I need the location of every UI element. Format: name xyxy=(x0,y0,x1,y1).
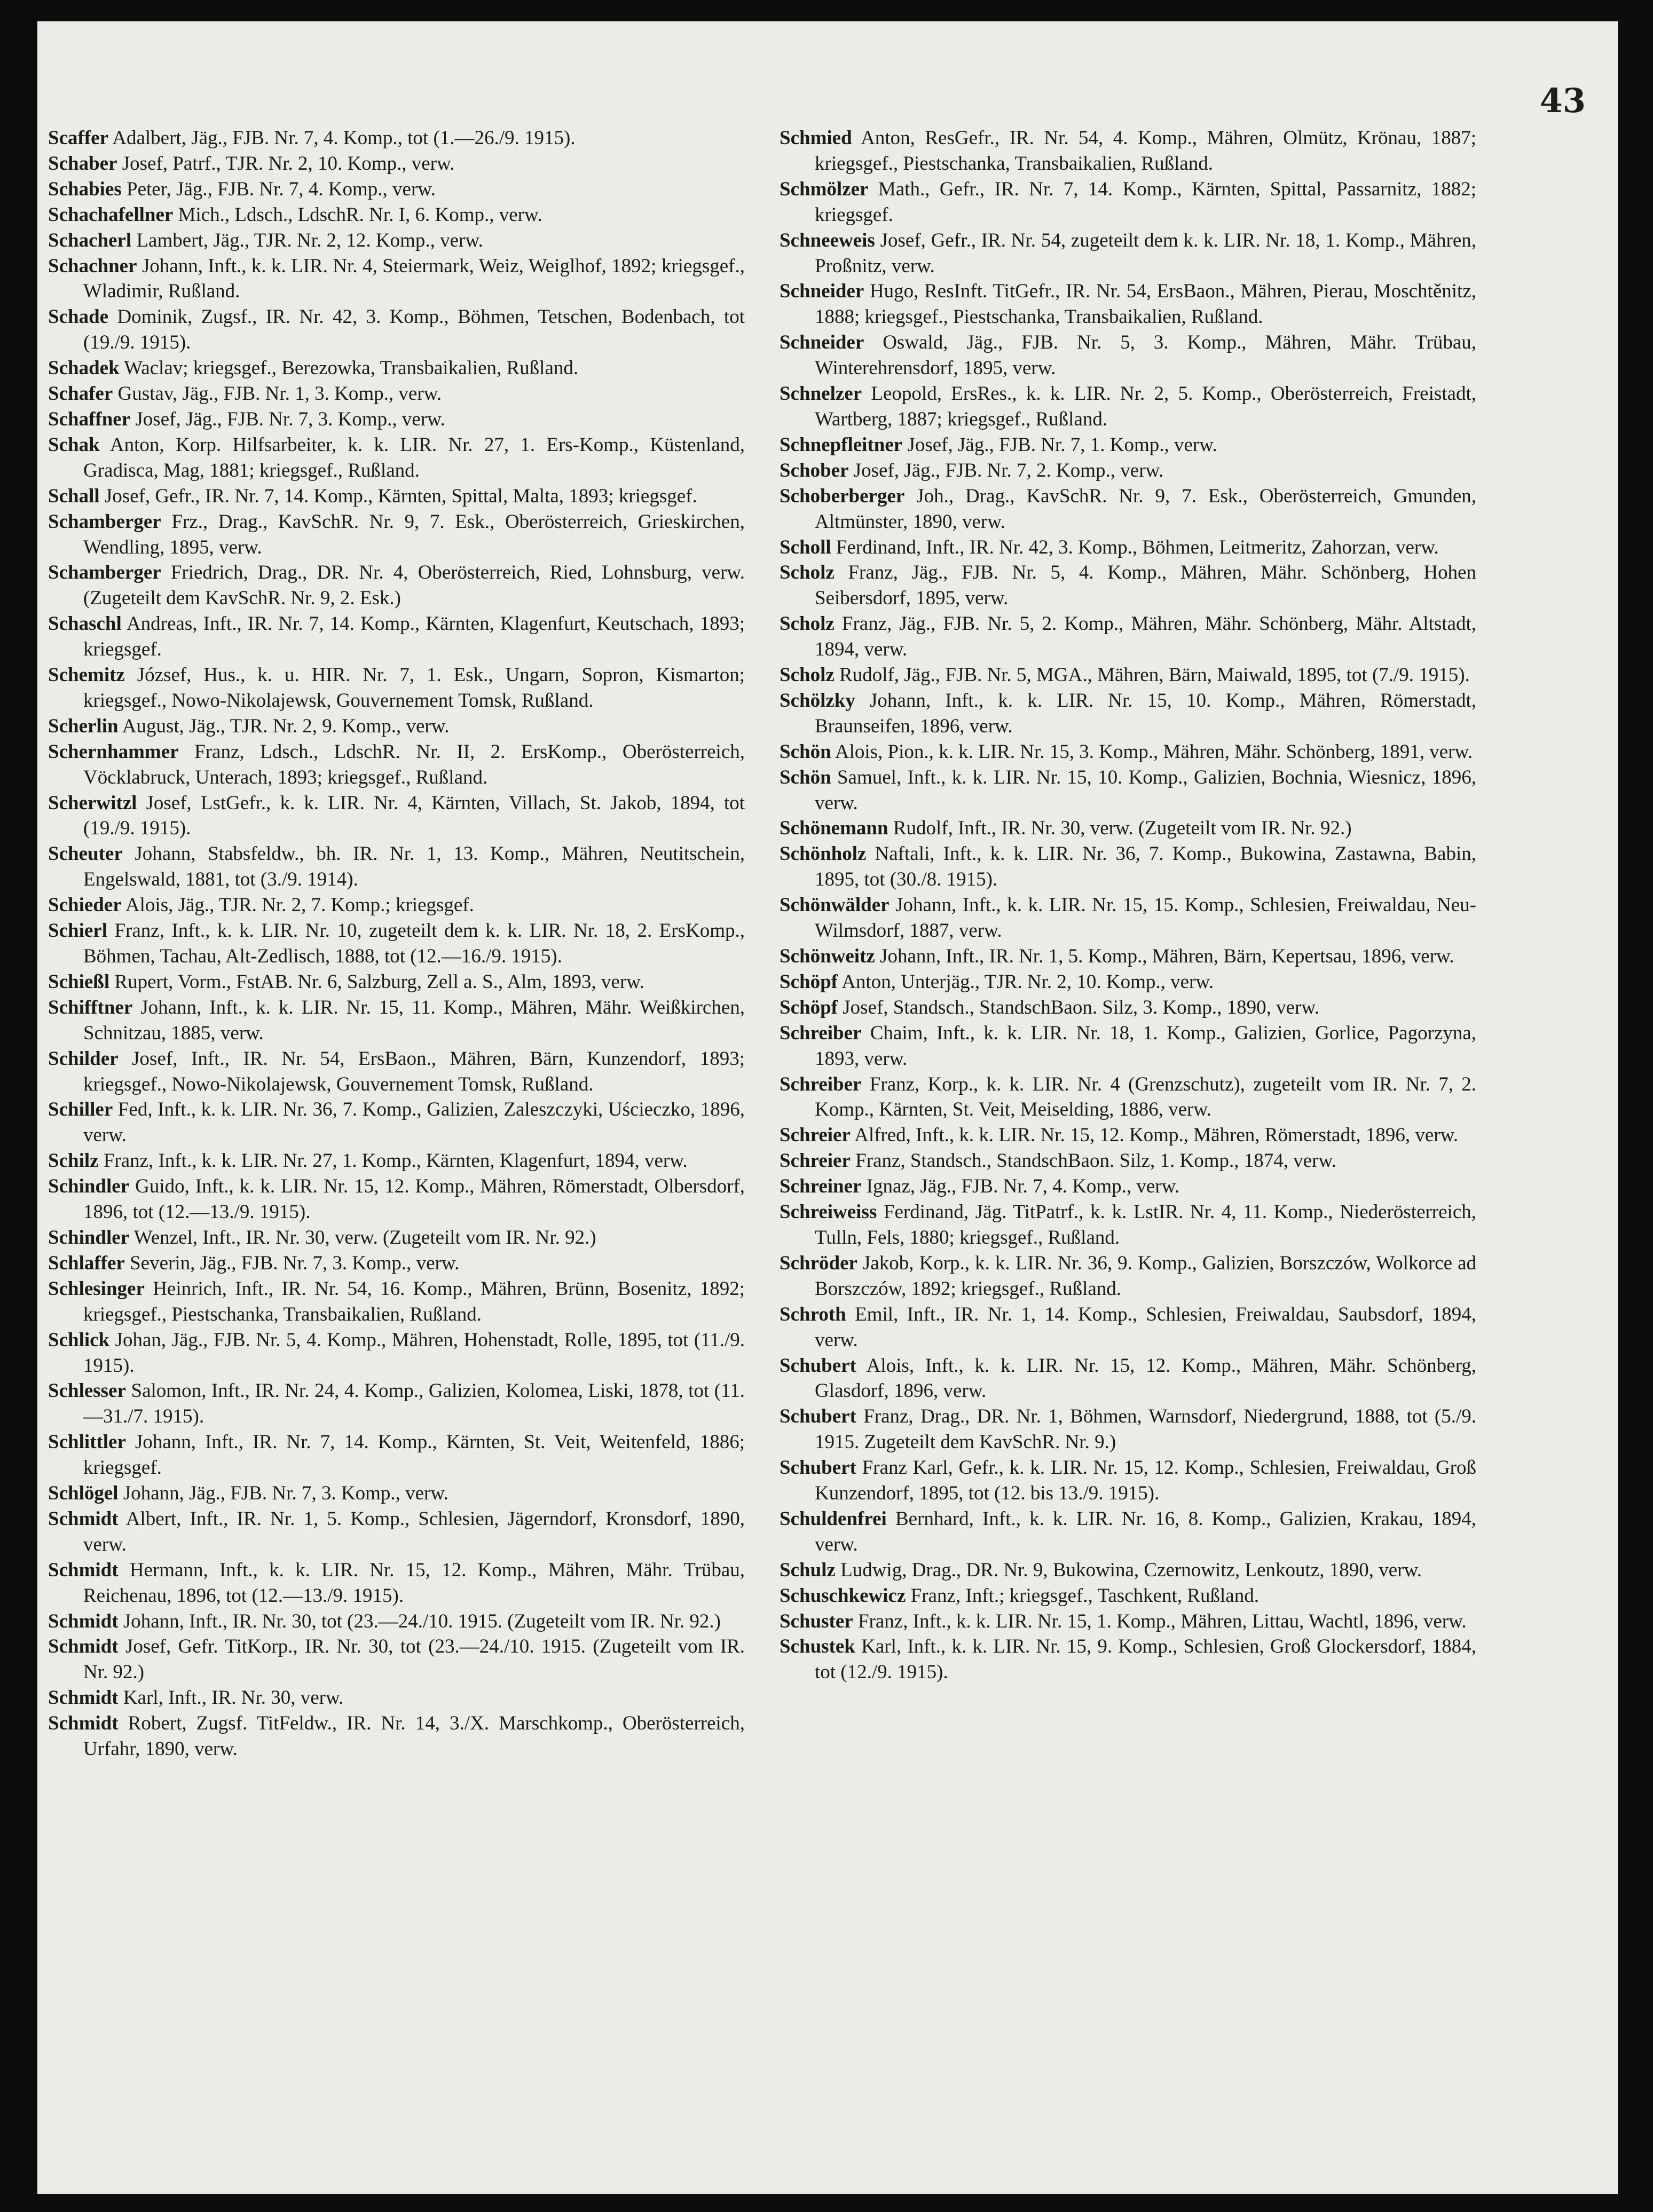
entry-surname: Schubert xyxy=(780,1354,856,1377)
entry-details: Karl, Inft., IR. Nr. 30, verw. xyxy=(123,1687,344,1709)
entry-details: Naftali, Inft., k. k. LIR. Nr. 36, 7. Komp., Bukowina, Zastawna, Babin, 1895, tot (30./8. 1915). xyxy=(815,843,1477,891)
entry-surname: Schall xyxy=(48,485,100,507)
entry-details: Friedrich, Drag., DR. Nr. 4, Oberösterreich, Ried, Lohnsburg, verw. (Zugeteilt dem KavSchR. Nr. 9, 2. Esk.) xyxy=(83,562,745,610)
register-entry xyxy=(780,662,1476,688)
register-entry xyxy=(48,202,745,228)
entry-details: Frz., Drag., KavSchR. Nr. 9, 7. Esk., Oberösterreich, Grieskirchen, Wendling, 1895, verw. xyxy=(83,510,745,558)
entry-surname: Schreier xyxy=(780,1124,851,1147)
register-entry xyxy=(48,381,745,407)
entry-surname: Schulz xyxy=(780,1559,836,1581)
register-entry xyxy=(48,1481,745,1506)
register-entry xyxy=(780,816,1476,841)
entry-surname: Schacherl xyxy=(48,229,132,251)
entry-details: Johann, Stabsfeldw., bh. IR. Nr. 1, 13. Komp., Mähren, Neutitschein, Engelswald, 1881, tot (3./9. 1914). xyxy=(83,843,745,891)
register-entry xyxy=(48,509,745,560)
register-entry xyxy=(780,1353,1476,1404)
entry-details: Peter, Jäg., FJB. Nr. 7, 4. Komp., verw. xyxy=(127,178,436,200)
entry-details: Wenzel, Inft., IR. Nr. 30, verw. (Zugeteilt vom IR. Nr. 92.) xyxy=(133,1226,596,1249)
register-entry xyxy=(48,1276,745,1328)
entry-surname: Schaffner xyxy=(48,408,131,430)
entry-surname: Schlesser xyxy=(48,1380,126,1402)
register-entry xyxy=(48,1558,745,1609)
register-entry xyxy=(780,995,1476,1021)
register-entry xyxy=(48,407,745,432)
entry-surname: Schmidt xyxy=(48,1712,119,1735)
entry-surname: Schöpf xyxy=(780,970,838,993)
entry-surname: Schnelzer xyxy=(780,383,862,405)
entry-surname: Schaschl xyxy=(48,613,122,635)
register-entry xyxy=(48,228,745,254)
entry-details: Chaim, Inft., k. k. LIR. Nr. 18, 1. Komp., Galizien, Gorlice, Pagorzyna, 1893, verw. xyxy=(815,1022,1477,1070)
entry-surname: Schamberger xyxy=(48,562,161,584)
entry-details: Franz, Inft., k. k. LIR. Nr. 10, zugeteilt dem k. k. LIR. Nr. 18, 2. ErsKomp., Böhmen, Tachau, Alt-Zedlisch, 1888, tot (12.—16./9. 1915). xyxy=(83,920,745,967)
entry-surname: Schlesinger xyxy=(48,1277,145,1300)
register-entry xyxy=(780,892,1476,944)
entry-surname: Schachner xyxy=(48,255,137,277)
register-entry xyxy=(780,458,1476,484)
entry-surname: Schölzky xyxy=(780,689,855,712)
right-column xyxy=(780,125,1476,2194)
entry-surname: Schuster xyxy=(780,1610,853,1632)
entry-surname: Schreiber xyxy=(780,1022,862,1044)
entry-details: Ignaz, Jäg., FJB. Nr. 7, 4. Komp., verw. xyxy=(866,1175,1180,1198)
entry-surname: Scherwitzl xyxy=(48,792,137,814)
entry-surname: Schmidt xyxy=(48,1687,119,1709)
register-entry xyxy=(780,1174,1476,1199)
entry-details: Josef, Gefr., IR. Nr. 7, 14. Komp., Kärnten, Spittal, Malta, 1893; kriegsgef. xyxy=(104,485,697,507)
entry-details: Jakob, Korp., k. k. LIR. Nr. 36, 9. Komp., Galizien, Borszczów, Wolkorce ad Borszczów, 1892; kriegsgef., Rußland. xyxy=(815,1252,1476,1300)
entry-details: Bernhard, Inft., k. k. LIR. Nr. 16, 8. Komp., Galizien, Krakau, 1894, verw. xyxy=(815,1507,1477,1555)
register-entry xyxy=(48,1148,745,1174)
entry-details: Franz, Standsch., StandschBaon. Silz, 1. Komp., 1874, verw. xyxy=(855,1150,1337,1172)
entry-surname: Schabies xyxy=(48,178,122,200)
entry-details: Salomon, Inft., IR. Nr. 24, 4. Komp., Galizien, Kolomea, Liski, 1878, tot (11.—31./7. 1915). xyxy=(83,1380,745,1428)
entry-details: Alois, Pion., k. k. LIR. Nr. 15, 3. Komp., Mähren, Mähr. Schönberg, 1891, verw. xyxy=(835,740,1473,763)
entry-details: Adalbert, Jäg., FJB. Nr. 7, 4. Komp., tot (1.—26./9. 1915). xyxy=(112,127,576,149)
entry-surname: Schuschkewicz xyxy=(780,1584,906,1607)
register-entry xyxy=(780,1123,1476,1148)
entry-details: Guido, Inft., k. k. LIR. Nr. 15, 12. Komp., Mähren, Römerstadt, Olbersdorf, 1896, tot (12.—13./9. 1915). xyxy=(83,1175,745,1223)
left-column xyxy=(48,125,745,2194)
register-entry xyxy=(780,1634,1476,1685)
entry-details: Anton, Korp. Hilfsarbeiter, k. k. LIR. Nr. 27, 1. Ers-Komp., Küstenland, Gradisca, Mag, 1881; kriegsgef., Rußland. xyxy=(83,433,745,481)
entry-details: Johann, Inft., k. k. LIR. Nr. 4, Steiermark, Weiz, Weiglhof, 1892; kriegsgef., Wladimir, Rußland. xyxy=(83,255,745,303)
document-page xyxy=(37,21,1618,2194)
entry-surname: Schamberger xyxy=(48,510,161,533)
register-entry xyxy=(780,381,1476,432)
register-entry xyxy=(48,611,745,662)
entry-surname: Schuldenfrei xyxy=(780,1507,887,1530)
entry-surname: Schmidt xyxy=(48,1636,119,1658)
entry-details: Josef, LstGefr., k. k. LIR. Nr. 4, Kärnten, Villach, St. Jakob, 1894, tot (19./9. 1915). xyxy=(83,792,745,840)
register-entry xyxy=(48,1251,745,1276)
register-entry xyxy=(780,1506,1476,1558)
register-entry xyxy=(780,1558,1476,1583)
register-entry xyxy=(48,841,745,892)
entry-surname: Schubert xyxy=(780,1405,856,1428)
register-entry xyxy=(48,739,745,791)
register-entry xyxy=(780,1609,1476,1634)
entry-surname: Schreiber xyxy=(780,1073,862,1095)
entry-surname: Schönholz xyxy=(780,843,867,865)
entry-details: Johann, Inft., IR. Nr. 7, 14. Komp., Kärnten, St. Veit, Weitenfeld, 1886; kriegsgef. xyxy=(83,1431,745,1479)
register-entry xyxy=(780,841,1476,892)
entry-details: Heinrich, Inft., IR. Nr. 54, 16. Komp., Mähren, Brünn, Bosenitz, 1892; kriegsgef., Piestschanka, Transbaikalien, Rußland. xyxy=(83,1277,745,1325)
entry-details: Franz, Drag., DR. Nr. 1, Böhmen, Warnsdorf, Niedergrund, 1888, tot (5./9. 1915. Zugeteilt dem KavSchR. Nr. 9.) xyxy=(815,1405,1477,1453)
entry-details: Johan, Jäg., FJB. Nr. 5, 4. Komp., Mähren, Hohenstadt, Rolle, 1895, tot (11./9. 1915). xyxy=(83,1329,745,1377)
entry-surname: Schlick xyxy=(48,1329,110,1351)
entry-surname: Schachafellner xyxy=(48,203,174,226)
entry-surname: Schindler xyxy=(48,1226,130,1249)
register-entry xyxy=(780,484,1476,535)
register-entry xyxy=(48,560,745,611)
entry-surname: Schreiner xyxy=(780,1175,862,1198)
register-entry xyxy=(48,1046,745,1097)
entry-details: Johann, Inft., k. k. LIR. Nr. 15, 10. Komp., Mähren, Römerstadt, Braunseifen, 1896, verw. xyxy=(815,689,1476,737)
entry-surname: Scholz xyxy=(780,562,835,584)
entry-details: Josef, Standsch., StandschBaon. Silz, 3. Komp., 1890, verw. xyxy=(843,996,1319,1018)
entry-details: Franz Karl, Gefr., k. k. LIR. Nr. 15, 12. Komp., Schlesien, Freiwaldau, Groß Kunzendorf, 1895, tot (12. bis 13./9. 1915). xyxy=(815,1457,1477,1505)
register-entry xyxy=(780,1302,1476,1353)
entry-surname: Scaffer xyxy=(48,127,108,149)
entry-surname: Schadek xyxy=(48,357,120,380)
entry-details: Math., Gefr., IR. Nr. 7, 14. Komp., Kärnten, Spittal, Passarnitz, 1882; kriegsgef. xyxy=(815,178,1477,226)
register-entry xyxy=(780,969,1476,995)
entry-surname: Schober xyxy=(780,459,849,481)
entry-surname: Schönweitz xyxy=(780,945,875,967)
entry-details: Franz, Inft.; kriegsgef., Taschkent, Rußland. xyxy=(910,1584,1259,1607)
register-entry xyxy=(780,1404,1476,1455)
entry-surname: Schön xyxy=(780,766,831,788)
entry-surname: Schmidt xyxy=(48,1507,119,1530)
entry-surname: Scholl xyxy=(780,536,831,558)
register-entry xyxy=(48,714,745,739)
entry-surname: Schiller xyxy=(48,1099,113,1121)
register-entry xyxy=(48,1328,745,1379)
entry-surname: Schreiweiss xyxy=(780,1201,877,1223)
entry-details: Ferdinand, Inft., IR. Nr. 42, 3. Komp., Böhmen, Leitmeritz, Zahorzan, verw. xyxy=(836,536,1439,558)
register-entry xyxy=(48,432,745,484)
entry-details: Samuel, Inft., k. k. LIR. Nr. 15, 10. Komp., Galizien, Bochnia, Wiesnicz, 1896, verw. xyxy=(815,766,1477,814)
entry-details: Anton, ResGefr., IR. Nr. 54, 4. Komp., Mähren, Olmütz, Krönau, 1887; kriegsgef., Piestschanka, Transbaikalien, Rußland. xyxy=(815,127,1476,175)
register-entry xyxy=(780,944,1476,969)
entry-surname: Schifftner xyxy=(48,996,133,1018)
register-entry xyxy=(780,560,1476,611)
entry-surname: Schmidt xyxy=(48,1559,119,1581)
entry-details: Johann, Inft., IR. Nr. 30, tot (23.—24./10. 1915. (Zugeteilt vom IR. Nr. 92.) xyxy=(123,1610,721,1632)
register-entry xyxy=(48,151,745,177)
entry-details: Leopold, ErsRes., k. k. LIR. Nr. 2, 5. Komp., Oberösterreich, Freistadt, Wartberg, 1887; kriegsgef., Rußland. xyxy=(815,383,1476,430)
register-entry xyxy=(780,1072,1476,1123)
entry-details: Oswald, Jäg., FJB. Nr. 5, 3. Komp., Mähren, Mähr. Trübau, Winterehrensdorf, 1895, verw. xyxy=(815,331,1477,380)
register-entry xyxy=(48,791,745,842)
register-entry xyxy=(48,1711,745,1762)
entry-surname: Schnepfleitner xyxy=(780,433,903,456)
register-entry xyxy=(780,765,1476,816)
entry-surname: Schoberberger xyxy=(780,485,905,507)
entry-details: Albert, Inft., IR. Nr. 1, 5. Komp., Schlesien, Jägerndorf, Kronsdorf, 1890, verw. xyxy=(83,1507,745,1555)
page-number: 43 xyxy=(1539,81,1586,120)
entry-details: Joh., Drag., KavSchR. Nr. 9, 7. Esk., Oberösterreich, Gmunden, Altmünster, 1890, verw. xyxy=(815,485,1476,533)
register-entry xyxy=(780,739,1476,765)
entry-surname: Schönwälder xyxy=(780,894,890,917)
register-entry xyxy=(48,969,745,995)
register-entry xyxy=(48,125,745,151)
register-entry xyxy=(48,1378,745,1429)
entry-surname: Schmied xyxy=(780,127,852,149)
register-entry xyxy=(780,177,1476,228)
entry-details: Severin, Jäg., FJB. Nr. 7, 3. Komp., verw. xyxy=(130,1252,460,1274)
entry-details: Josef, Jäg., FJB. Nr. 7, 1. Komp., verw. xyxy=(907,433,1217,456)
register-entry xyxy=(780,1455,1476,1506)
entry-details: Josef, Gefr. TitKorp., IR. Nr. 30, tot (23.—24./10. 1915. (Zugeteilt vom IR. Nr. 92.) xyxy=(83,1636,745,1684)
entry-surname: Schubert xyxy=(780,1457,856,1479)
register-entry xyxy=(48,1609,745,1634)
entry-surname: Schneider xyxy=(780,280,864,303)
register-entry xyxy=(48,1097,745,1148)
entry-surname: Schaber xyxy=(48,152,117,175)
entry-surname: Schreier xyxy=(780,1150,851,1172)
entry-surname: Schönemann xyxy=(780,817,888,840)
entry-details: Franz, Jäg., FJB. Nr. 5, 2. Komp., Mähren, Mähr. Schönberg, Mähr. Altstadt, 1894, verw. xyxy=(815,613,1477,661)
entry-details: Ferdinand, Jäg. TitPatrf., k. k. LstIR. Nr. 4, 11. Komp., Niederösterreich, Tulln, Fels, 1880; kriegsgef., Rußland. xyxy=(815,1201,1477,1249)
entry-surname: Schmölzer xyxy=(780,178,869,200)
entry-details: Rupert, Vorm., FstAB. Nr. 6, Salzburg, Zell a. S., Alm, 1893, verw. xyxy=(114,970,644,993)
entry-surname: Schroth xyxy=(780,1303,846,1325)
register-entry xyxy=(48,1634,745,1685)
entry-surname: Schak xyxy=(48,433,100,456)
entry-details: Andreas, Inft., IR. Nr. 7, 14. Komp., Kärnten, Klagenfurt, Keutschach, 1893; kriegsgef. xyxy=(83,613,745,661)
entry-details: August, Jäg., TJR. Nr. 2, 9. Komp., verw. xyxy=(122,715,450,737)
entry-details: Josef, Jäg., FJB. Nr. 7, 3. Komp., verw. xyxy=(135,408,445,430)
entry-details: Johann, Inft., k. k. LIR. Nr. 15, 15. Komp., Schlesien, Freiwaldau, Neu-Wilmsdorf, 1887, verw. xyxy=(815,894,1477,942)
entry-surname: Schemitz xyxy=(48,664,125,686)
register-entry xyxy=(48,1225,745,1251)
entry-details: Franz, Jäg., FJB. Nr. 5, 4. Komp., Mähren, Mähr. Schönberg, Hohen Seibersdorf, 1895, verw. xyxy=(815,562,1477,610)
entry-surname: Scherlin xyxy=(48,715,119,737)
entry-details: Fed, Inft., k. k. LIR. Nr. 36, 7. Komp., Galizien, Zaleszczyki, Uścieczko, 1896, verw. xyxy=(83,1099,745,1147)
entry-details: Karl, Inft., k. k. LIR. Nr. 15, 9. Komp., Schlesien, Groß Glockersdorf, 1884, tot (12./9. 1915). xyxy=(815,1636,1476,1684)
register-entry xyxy=(48,177,745,202)
entry-details: Robert, Zugsf. TitFeldw., IR. Nr. 14, 3./X. Marschkomp., Oberösterreich, Urfahr, 1890, verw. xyxy=(83,1712,745,1760)
register-entry xyxy=(780,688,1476,739)
entry-surname: Schöpf xyxy=(780,996,838,1018)
entry-details: Emil, Inft., IR. Nr. 1, 14. Komp., Schlesien, Freiwaldau, Saubsdorf, 1894, verw. xyxy=(815,1303,1477,1351)
register-entry xyxy=(780,535,1476,560)
register-entry xyxy=(48,1685,745,1711)
entry-details: Ludwig, Drag., DR. Nr. 9, Bukowina, Czernowitz, Lenkoutz, 1890, verw. xyxy=(840,1559,1422,1581)
entry-details: Alois, Inft., k. k. LIR. Nr. 15, 12. Komp., Mähren, Mähr. Schönberg, Glasdorf, 1896, verw. xyxy=(815,1354,1476,1402)
entry-details: Josef, Patrf., TJR. Nr. 2, 10. Komp., verw. xyxy=(122,152,455,175)
entry-surname: Scholz xyxy=(780,664,835,686)
entry-details: Mich., Ldsch., LdschR. Nr. I, 6. Komp., verw. xyxy=(178,203,542,226)
register-entry xyxy=(780,611,1476,662)
entry-surname: Schustek xyxy=(780,1636,855,1658)
entry-details: Franz, Inft., k. k. LIR. Nr. 27, 1. Komp., Kärnten, Klagenfurt, 1894, verw. xyxy=(103,1150,688,1172)
entry-details: Franz, Korp., k. k. LIR. Nr. 4 (Grenzschutz), zugeteilt vom IR. Nr. 7, 2. Komp., Kärnten, St. Veit, Meiselding, 1886, verw. xyxy=(815,1073,1477,1121)
entry-details: Hermann, Inft., k. k. LIR. Nr. 15, 12. Komp., Mähren, Mähr. Trübau, Reichenau, 1896, tot (12.—13./9. 1915). xyxy=(83,1559,745,1607)
entry-details: Anton, Unterjäg., TJR. Nr. 2, 10. Komp., verw. xyxy=(841,970,1214,993)
entry-surname: Schilz xyxy=(48,1150,99,1172)
entry-surname: Schmidt xyxy=(48,1610,119,1632)
entry-details: Josef, Gefr., IR. Nr. 54, zugeteilt dem k. k. LIR. Nr. 18, 1. Komp., Mähren, Proßnitz, verw. xyxy=(815,229,1476,277)
entry-surname: Schade xyxy=(48,306,109,328)
entry-details: Hugo, ResInft. TitGefr., IR. Nr. 54, ErsBaon., Mähren, Pierau, Moschtěnitz, 1888; kriegsgef., Piestschanka, Transbaikalien, Rußland. xyxy=(815,280,1476,328)
entry-details: Franz, Inft., k. k. LIR. Nr. 15, 1. Komp., Mähren, Littau, Wachtl, 1896, verw. xyxy=(857,1610,1467,1632)
entry-surname: Schlittler xyxy=(48,1431,126,1453)
register-entry xyxy=(48,304,745,356)
register-entry xyxy=(780,279,1476,330)
register-entry xyxy=(48,918,745,969)
register-entry xyxy=(780,1251,1476,1302)
entry-surname: Schilder xyxy=(48,1047,119,1070)
register-entry xyxy=(780,1021,1476,1072)
entry-surname: Schießl xyxy=(48,970,110,993)
entry-details: Johann, Inft., k. k. LIR. Nr. 15, 11. Komp., Mähren, Mähr. Weißkirchen, Schnitzau, 1885, verw. xyxy=(83,996,745,1044)
entry-surname: Schröder xyxy=(780,1252,857,1274)
entry-surname: Schneider xyxy=(780,331,864,354)
entry-details: Dominik, Zugsf., IR. Nr. 42, 3. Komp., Böhmen, Tetschen, Bodenbach, tot (19./9. 1915). xyxy=(83,306,745,354)
register-entry xyxy=(780,125,1476,177)
register-entry xyxy=(780,1583,1476,1609)
entry-details: Lambert, Jäg., TJR. Nr. 2, 12. Komp., verw. xyxy=(136,229,483,251)
register-entry xyxy=(780,432,1476,458)
entry-details: Franz, Ldsch., LdschR. Nr. II, 2. ErsKomp., Oberösterreich, Vöcklabruck, Unterach, 1893; kriegsgef., Rußland. xyxy=(83,740,745,788)
register-entry xyxy=(48,356,745,381)
entry-details: Josef, Jäg., FJB. Nr. 7, 2. Komp., verw. xyxy=(853,459,1164,481)
register-entry xyxy=(780,330,1476,381)
register-entry xyxy=(780,1148,1476,1174)
register-entry xyxy=(780,228,1476,279)
entry-surname: Schernhammer xyxy=(48,740,179,763)
entry-surname: Schlögel xyxy=(48,1482,119,1505)
entry-surname: Scholz xyxy=(780,613,835,635)
entry-surname: Scheuter xyxy=(48,843,123,865)
register-entry xyxy=(48,662,745,714)
entry-details: Rudolf, Jäg., FJB. Nr. 5, MGA., Mähren, Bärn, Maiwald, 1895, tot (7./9. 1915). xyxy=(839,664,1470,686)
register-entry xyxy=(48,254,745,305)
register-entry xyxy=(48,484,745,509)
entry-details: József, Hus., k. u. HIR. Nr. 7, 1. Esk., Ungarn, Sopron, Kismarton; kriegsgef., Nowo-Nikolajewsk, Gouvernement Tomsk, Rußland. xyxy=(83,664,745,712)
entry-surname: Schneeweis xyxy=(780,229,875,251)
register-entry xyxy=(48,1429,745,1481)
entry-surname: Schön xyxy=(780,740,831,763)
register-entry xyxy=(48,1506,745,1558)
entry-details: Alfred, Inft., k. k. LIR. Nr. 15, 12. Komp., Mähren, Römerstadt, 1896, verw. xyxy=(854,1124,1459,1147)
entry-surname: Schieder xyxy=(48,894,122,917)
entry-surname: Schierl xyxy=(48,920,107,942)
entry-surname: Schafer xyxy=(48,383,113,405)
register-entry xyxy=(48,995,745,1046)
entry-details: Johann, Jäg., FJB. Nr. 7, 3. Komp., verw. xyxy=(123,1482,448,1505)
entry-details: Rudolf, Inft., IR. Nr. 30, verw. (Zugeteilt vom IR. Nr. 92.) xyxy=(893,817,1352,840)
entry-details: Johann, Inft., IR. Nr. 1, 5. Komp., Mähren, Bärn, Kepertsau, 1896, verw. xyxy=(880,945,1454,967)
register-entry xyxy=(48,1174,745,1225)
entry-details: Josef, Inft., IR. Nr. 54, ErsBaon., Mähren, Bärn, Kunzendorf, 1893; kriegsgef., Nowo-Nikolajewsk, Gouvernement Tomsk, Rußland. xyxy=(83,1047,745,1095)
entry-surname: Schindler xyxy=(48,1175,130,1198)
register-entry xyxy=(780,1199,1476,1251)
entry-details: Gustav, Jäg., FJB. Nr. 1, 3. Komp., verw. xyxy=(117,383,442,405)
entry-details: Waclav; kriegsgef., Berezowka, Transbaikalien, Rußland. xyxy=(124,357,579,380)
entry-surname: Schlaffer xyxy=(48,1252,125,1274)
register-entry xyxy=(48,892,745,918)
entry-details: Alois, Jäg., TJR. Nr. 2, 7. Komp.; kriegsgef. xyxy=(125,894,474,917)
